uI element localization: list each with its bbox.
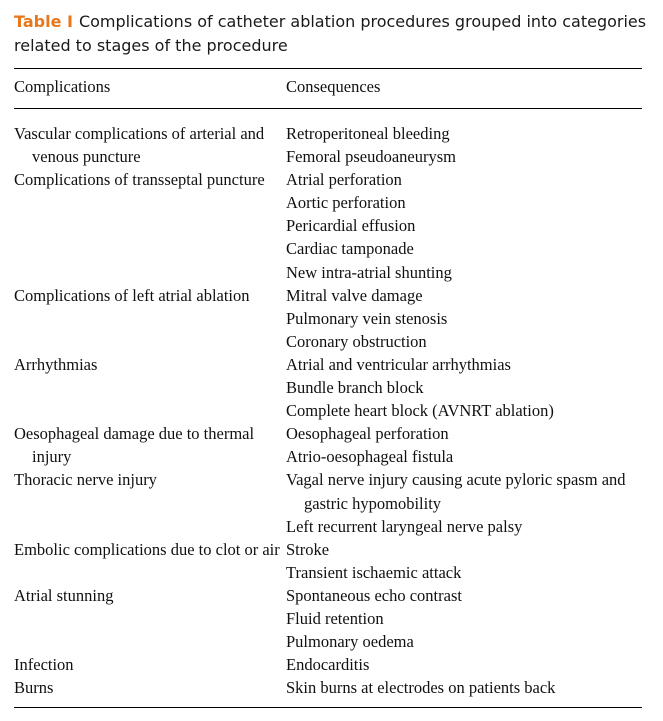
consequence-item: Mitral valve damage — [286, 285, 423, 305]
consequence-item: Oesophageal perforation — [286, 424, 449, 444]
header-complications: Complications — [14, 77, 111, 96]
complication-cell — [14, 538, 286, 584]
consequence-item: Stroke — [286, 539, 330, 559]
complication-text: Complications of transseptal puncture — [14, 170, 265, 190]
table-row — [14, 422, 642, 468]
consequence-item: Vagal nerve injury causing acute pyloric spasm and gastric hypomobility — [286, 470, 626, 513]
table-row — [14, 676, 642, 699]
table-row — [14, 538, 642, 584]
complication-text: Vascular complications of arterial and venous puncture — [14, 124, 265, 167]
complication-cell — [14, 168, 286, 283]
consequence-item: Spontaneous echo contrast — [286, 585, 462, 605]
header-consequences: Consequences — [286, 77, 381, 96]
complication-cell — [14, 676, 286, 699]
consequence-item: Coronary obstruction — [286, 331, 427, 351]
consequences-cell — [286, 676, 642, 699]
table-row — [14, 122, 642, 168]
complication-text: Infection — [14, 655, 74, 675]
complication-text: Arrhythmias — [14, 354, 98, 374]
complication-cell — [14, 584, 286, 653]
table-header-rule — [14, 108, 642, 109]
consequence-item: Bundle branch block — [286, 378, 424, 398]
consequence-item: Femoral pseudoaneurysm — [286, 147, 457, 167]
consequences-cell — [286, 122, 642, 168]
consequence-item: Atrio-oesophageal fistula — [286, 447, 454, 467]
consequence-item: Pulmonary oedema — [286, 632, 414, 652]
table-row — [14, 284, 642, 353]
consequence-item: Complete heart block (AVNRT ablation) — [286, 401, 554, 421]
consequence-item: Endocarditis — [286, 655, 370, 675]
complication-cell — [14, 422, 286, 468]
consequence-item: Atrial and ventricular arrhythmias — [286, 354, 511, 374]
consequence-item: Atrial perforation — [286, 170, 402, 190]
table-row — [14, 653, 642, 676]
consequence-item: Skin burns at electrodes on patients back — [286, 678, 556, 698]
consequence-item: Transient ischaemic attack — [286, 562, 462, 582]
consequences-cell — [286, 353, 642, 422]
complication-text: Thoracic nerve injury — [14, 470, 157, 490]
table-row — [14, 353, 642, 422]
table-row — [14, 168, 642, 283]
complication-text: Embolic complications due to clot or air — [14, 539, 280, 559]
consequence-item: Left recurrent laryngeal nerve palsy — [286, 516, 523, 536]
complication-cell — [14, 122, 286, 168]
consequence-item: Fluid retention — [286, 608, 384, 628]
consequences-cell — [286, 653, 642, 676]
table-label: Table I — [14, 12, 73, 31]
table-caption-text: Complications of catheter ablation procedures grouped into categories related to stages of the procedure — [14, 12, 647, 55]
consequences-cell — [286, 468, 642, 537]
table-body — [14, 122, 642, 699]
consequence-item: Pulmonary vein stenosis — [286, 308, 448, 328]
consequence-item: Aortic perforation — [286, 193, 406, 213]
consequences-cell — [286, 584, 642, 653]
table-top-rule — [14, 68, 642, 69]
complication-cell — [14, 284, 286, 353]
complication-text: Burns — [14, 678, 54, 698]
consequences-cell — [286, 284, 642, 353]
complication-text: Oesophageal damage due to thermal injury — [14, 424, 255, 467]
consequences-cell — [286, 538, 642, 584]
complication-cell — [14, 468, 286, 537]
complication-text: Atrial stunning — [14, 585, 114, 605]
complication-cell — [14, 653, 286, 676]
consequence-item: Cardiac tamponade — [286, 239, 414, 259]
table-bottom-rule — [14, 707, 642, 708]
consequence-item: New intra-atrial shunting — [286, 262, 452, 282]
consequences-cell — [286, 422, 642, 468]
complication-cell — [14, 353, 286, 422]
table-row — [14, 584, 642, 653]
table-row — [14, 468, 642, 537]
consequences-cell — [286, 168, 642, 283]
consequence-item: Retroperitoneal bleeding — [286, 124, 450, 143]
consequence-item: Pericardial effusion — [286, 216, 416, 236]
table-caption — [14, 10, 650, 58]
complication-text: Complications of left atrial ablation — [14, 285, 250, 305]
